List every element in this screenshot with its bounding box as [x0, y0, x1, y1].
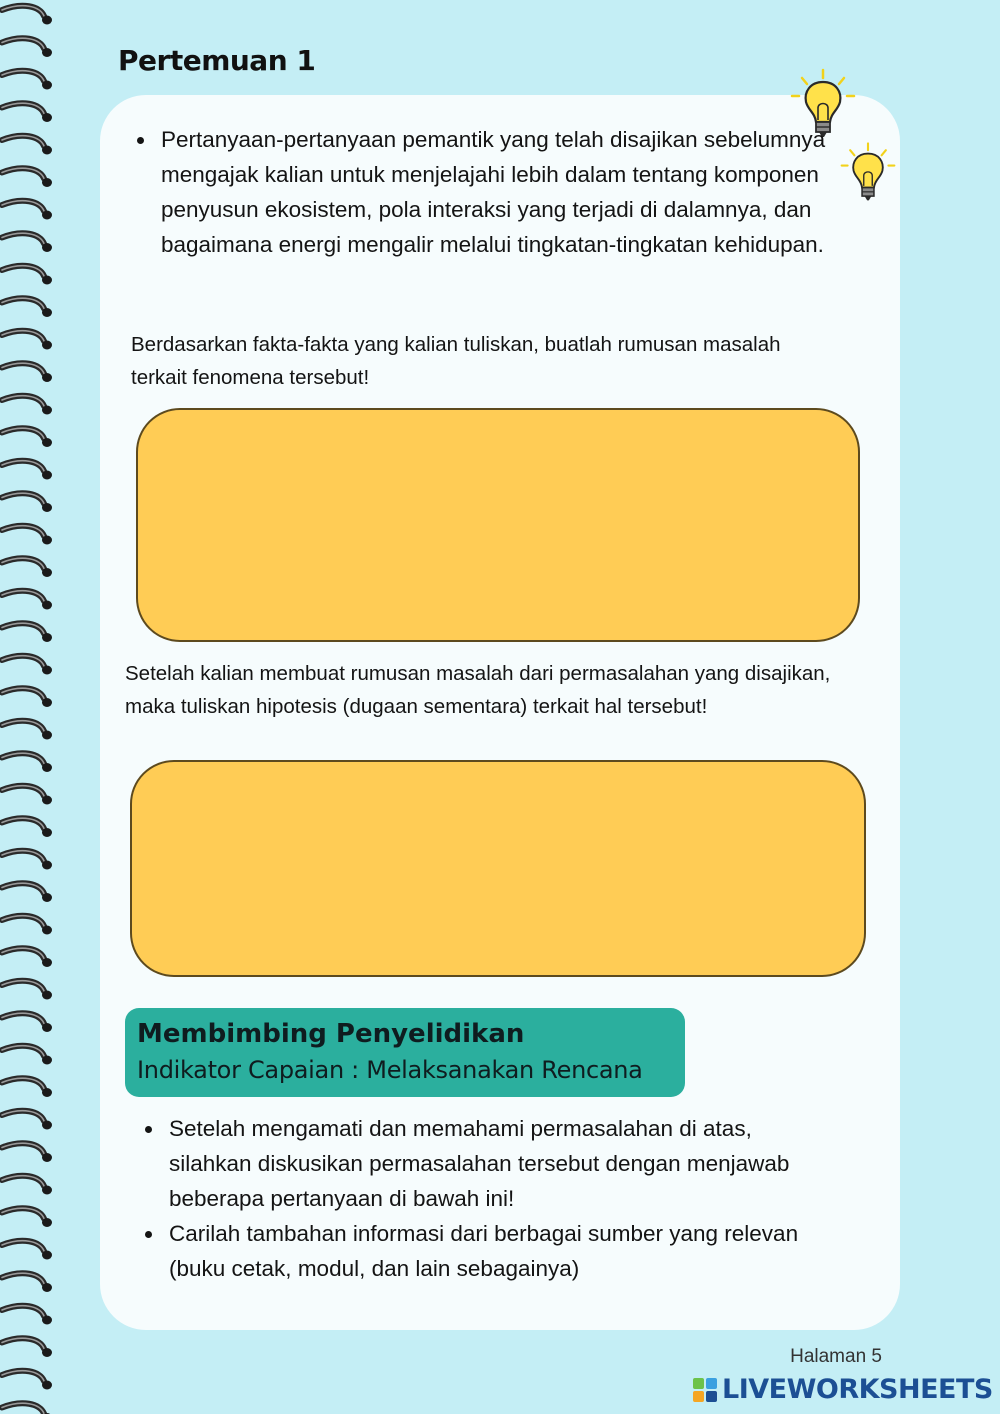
liveworksheets-logo-icon [692, 1377, 718, 1403]
spiral-ring [2, 363, 52, 382]
spiral-ring [2, 981, 52, 1000]
spiral-ring [2, 1111, 52, 1130]
spiral-ring [2, 1273, 52, 1292]
list-item: Carilah tambahan informasi dari berbagai sumber yang relevan (buku cetak, modul, dan lain sebagainya) [139, 1216, 839, 1286]
liveworksheets-brand[interactable] [692, 1374, 993, 1405]
spiral-ring [2, 1013, 52, 1032]
spiral-ring [2, 786, 52, 805]
spiral-ring [2, 1338, 52, 1357]
spiral-ring [2, 688, 52, 707]
spiral-ring [2, 558, 52, 577]
spiral-ring [2, 1208, 52, 1227]
spiral-ring [2, 6, 52, 25]
hypothesis-answer-box[interactable] [130, 760, 866, 977]
spiral-ring [2, 753, 52, 772]
spiral-ring [2, 721, 52, 740]
spiral-ring [2, 493, 52, 512]
spiral-ring [2, 1176, 52, 1195]
brand-name: LIVEWORKSHEETS [722, 1374, 993, 1405]
list-item: Setelah mengamati dan memahami permasalahan di atas, silahkan diskusikan permasalahan tersebut dengan menjawab beberapa pertanyaan di bawah ini! [139, 1111, 839, 1216]
spiral-ring [2, 623, 52, 642]
section-subtitle: Indikator Capaian : Melaksanakan Rencana [137, 1056, 643, 1084]
task1-prompt: Berdasarkan fakta-fakta yang kalian tuliskan, buatlah rumusan masalah terkait fenomena tersebut! [131, 333, 781, 389]
spiral-ring [2, 526, 52, 545]
section-title: Membimbing Penyelidikan [137, 1019, 525, 1049]
spiral-ring [2, 1306, 52, 1325]
spiral-ring [2, 71, 52, 90]
spiral-ring [2, 656, 52, 675]
instruction-bullet-list [139, 1111, 839, 1286]
spiral-ring [2, 38, 52, 57]
spiral-ring [2, 591, 52, 610]
spiral-ring [2, 1046, 52, 1065]
spiral-ring [2, 1371, 52, 1390]
problem-formulation-answer-box[interactable] [136, 408, 860, 642]
spiral-ring [2, 1078, 52, 1097]
spiral-ring [2, 1143, 52, 1162]
spiral-ring [2, 948, 52, 967]
spiral-ring [2, 428, 52, 447]
spiral-ring [2, 168, 52, 187]
spiral-ring [2, 461, 52, 480]
spiral-ring [2, 136, 52, 155]
spiral-ring [2, 1241, 52, 1260]
spiral-ring [2, 103, 52, 122]
task2-prompt: Setelah kalian membuat rumusan masalah dari permasalahan yang disajikan, maka tuliskan hipotesis (dugaan sementara) terkait hal tersebut! [125, 662, 831, 718]
spiral-ring [2, 233, 52, 252]
spiral-ring [2, 266, 52, 285]
spiral-ring [2, 396, 52, 415]
page-title: Pertemuan 1 [118, 44, 316, 77]
spiral-ring [2, 883, 52, 902]
notebook-spiral-icon [0, 0, 70, 1414]
section-banner [125, 1008, 685, 1097]
spiral-ring [2, 298, 52, 317]
spiral-ring [2, 1403, 52, 1414]
list-item: Pertanyaan-pertanyaan pemantik yang telah disajikan sebelumnya mengajak kalian untuk menjelajahi lebih dalam tentang komponen penyusun ekosistem, pola interaksi yang terjadi di dalamnya, dan bagaimana energi mengalir melalui tingkatan-tingkatan kehidupan. [131, 122, 851, 262]
page-number: Halaman 5 [790, 1346, 882, 1367]
spiral-ring [2, 851, 52, 870]
spiral-ring [2, 818, 52, 837]
spiral-ring [2, 201, 52, 220]
intro-bullet-list [131, 122, 851, 262]
spiral-ring [2, 331, 52, 350]
spiral-ring [2, 916, 52, 935]
